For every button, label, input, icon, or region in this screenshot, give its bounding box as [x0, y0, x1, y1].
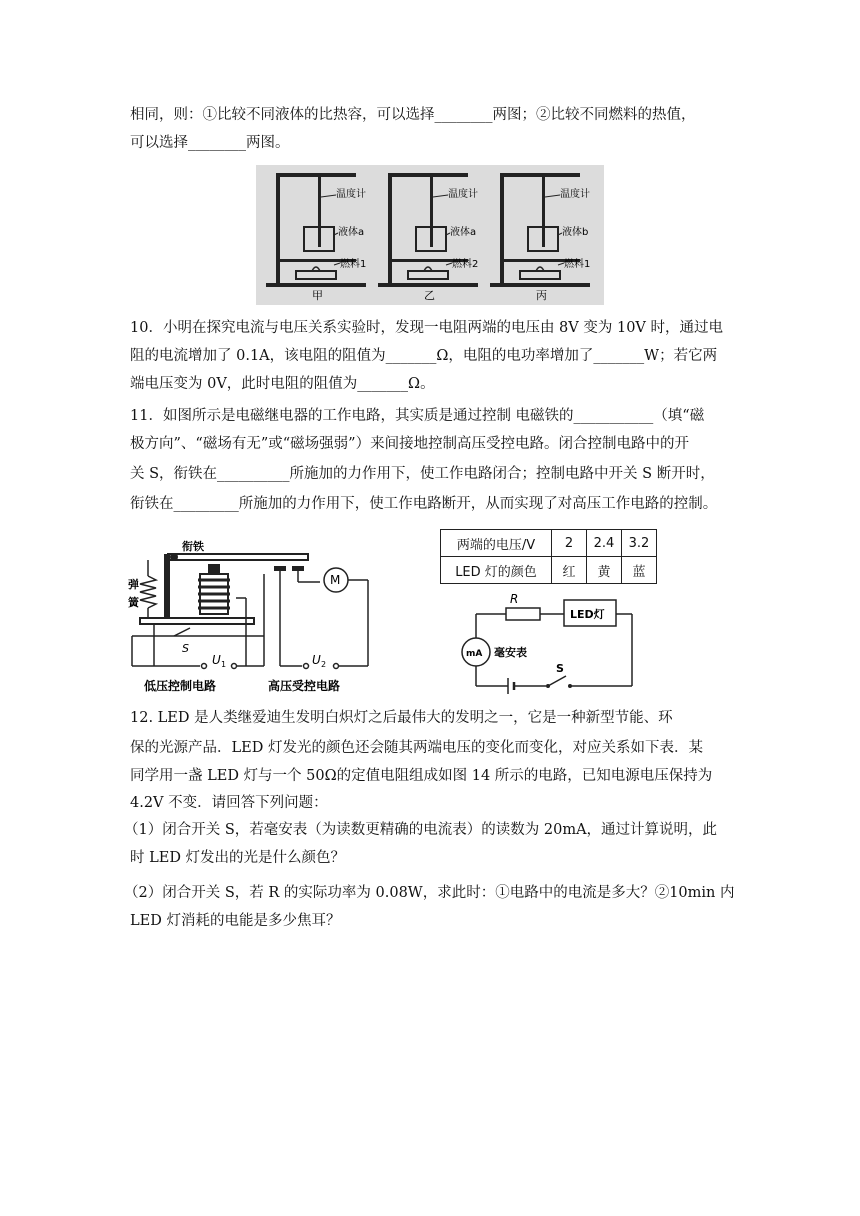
led-circuit-svg: [446, 590, 646, 694]
q12-sub1-line-1: （1）闭合开关 S，若毫安表（为读数更精确的电流表）的读数为 20mA，通过计算说明，此: [124, 822, 718, 838]
q12-line-3: 同学用一盏 LED 灯与一个 50Ω的定值电阻组成如图 14 所示的电路，已知电源电压保持为: [130, 768, 713, 784]
label-spring-1: 弹: [128, 578, 139, 591]
table-header-voltage: 两端的电压/V: [441, 530, 552, 557]
label-motor: M: [330, 573, 341, 587]
caption-high-voltage: 高压受控电路: [268, 679, 341, 693]
label-switch-led: S: [556, 662, 564, 675]
q12-sub2-line-2: LED 灯消耗的电能是多少焦耳？: [130, 913, 341, 929]
table-cell: 3.2: [622, 530, 657, 557]
led-circuit-figure: [446, 590, 646, 694]
q11-line-2: 极方向”、“磁场有无”或“磁场强弱”）来间接地控制高压受控电路。闭合控制电路中的开: [130, 436, 690, 452]
q11-line-1: 11．如图所示是电磁继电器的工作电路，其实质是通过控制 电磁铁的___________（填“磁: [130, 408, 705, 424]
q10-line-2: 阻的电流增加了 0.1A，该电阻的阻值为_______Ω，电阻的电功率增加了_______W；若它两: [130, 348, 718, 364]
label-milliammeter: 毫安表: [494, 646, 527, 659]
label-switch-s: S: [182, 642, 189, 655]
label-u1: U: [212, 653, 221, 667]
relay-circuit-figure: [124, 536, 374, 696]
label-fuel-1-b: 燃料1: [564, 259, 591, 270]
q12-sub1-line-2: 时 LED 灯发出的光是什么颜色？: [130, 850, 346, 866]
label-fuel-2: 燃料2: [452, 259, 479, 270]
caption-jia: 甲: [312, 289, 323, 302]
q11-line-4: 衔铁在_________所施加的力作用下，使工作电路断开，从而实现了对高压工作电路的控制。: [130, 496, 718, 512]
caption-bing: 丙: [536, 289, 547, 302]
label-fuel-1-a: 燃料1: [340, 259, 367, 270]
table-cell: 2: [552, 530, 587, 557]
label-liquid-a-2: 液体a: [450, 227, 477, 238]
caption-yi: 乙: [424, 289, 435, 302]
label-meter-symbol: mA: [466, 649, 483, 659]
label-led: LED灯: [570, 608, 605, 621]
label-thermometer-1: 温度计: [336, 189, 366, 200]
heating-apparatus-figure: [256, 165, 604, 305]
table-cell: 黄: [587, 557, 622, 584]
q9-line-2: 可以选择________两图。: [130, 135, 290, 151]
q12-line-4: 4.2V 不变．请回答下列问题：: [130, 795, 328, 811]
table-cell: 红: [552, 557, 587, 584]
table-cell: 2.4: [587, 530, 622, 557]
q11-line-3: 关 S，衔铁在__________所施加的力作用下，使工作电路闭合；控制电路中开关 S 断开时，: [130, 466, 715, 482]
label-liquid-a-1: 液体a: [338, 227, 365, 238]
heating-apparatus-svg: [256, 165, 604, 305]
led-color-table-wrap: [440, 529, 657, 584]
relay-circuit-svg: [124, 536, 374, 696]
label-thermometer-2: 温度计: [448, 189, 478, 200]
q10-line-3: 端电压变为 0V，此时电阻的阻值为_______Ω。: [130, 376, 435, 392]
table-row: [441, 557, 657, 584]
table-cell: 蓝: [622, 557, 657, 584]
q9-line-1: 相同，则：①比较不同液体的比热容，可以选择________两图；②比较不同燃料的热值，: [130, 107, 696, 123]
label-resistor: R: [510, 592, 519, 606]
label-spring-2: 簧: [128, 596, 139, 609]
q10-line-1: 10．小明在探究电流与电压关系实验时，发现一电阻两端的电压由 8V 变为 10V 时，通过电: [130, 320, 724, 336]
table-header-color: LED 灯的颜色: [441, 557, 552, 584]
table-row: [441, 530, 657, 557]
caption-low-voltage: 低压控制电路: [144, 679, 217, 693]
q12-line-2: 保的光源产品．LED 灯发光的颜色还会随其两端电压的变化而变化，对应关系如下表．某: [130, 740, 703, 756]
label-u2-sub: 2: [321, 660, 327, 669]
label-thermometer-3: 温度计: [560, 189, 590, 200]
label-liquid-b: 液体b: [562, 227, 589, 238]
label-u1-sub: 1: [221, 660, 227, 669]
led-color-table: [440, 529, 657, 584]
q12-line-1: 12. LED 是人类继爱迪生发明白炽灯之后最伟大的发明之一，它是一种新型节能、环: [130, 710, 673, 726]
label-armature: 衔铁: [182, 540, 204, 553]
label-u2: U: [312, 653, 321, 667]
q12-sub2-line-1: （2）闭合开关 S，若 R 的实际功率为 0.08W，求此时：①电路中的电流是多大？②10min 内: [124, 885, 735, 901]
